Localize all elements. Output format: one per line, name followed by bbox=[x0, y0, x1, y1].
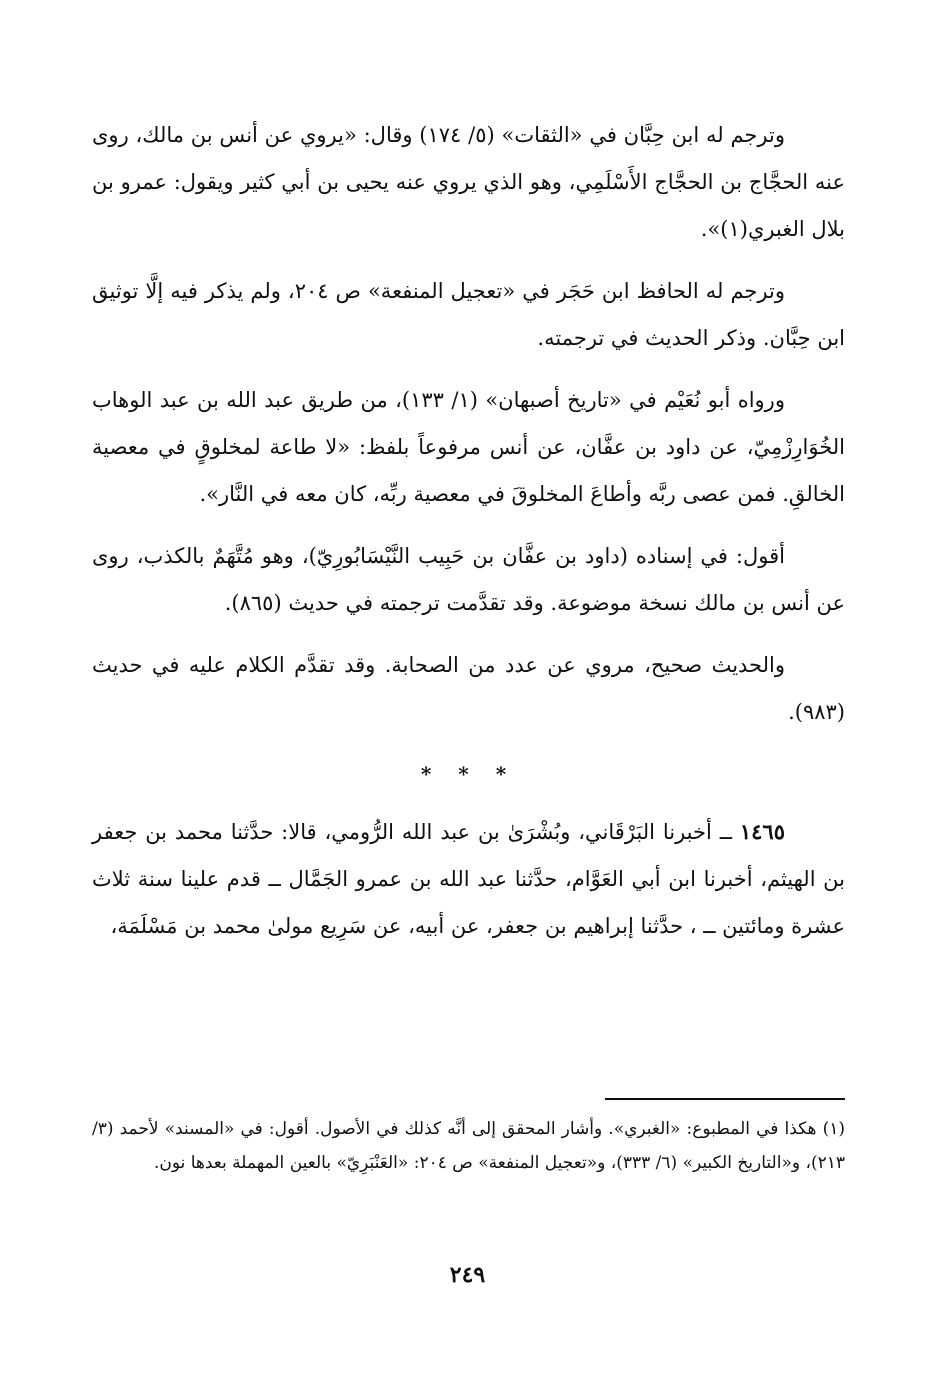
page-number: ٢٤٩ bbox=[449, 1262, 486, 1288]
footnotes bbox=[92, 1112, 845, 1180]
footnote-separator bbox=[605, 1098, 845, 1100]
footnote: (١) هكذا في المطبوع: «الغبري». وأشار المحقق إلى أنَّه كذلك في الأصول. أقول: في «المسند» لأحمد (٣/ ٢١٣)، و«التاريخ الكبير» (٦/ ٣٣٣)، و«تعجيل المنفعة» ص ٢٠٤: «العَنْبَرِيّ» بالعين المهملة بعدها نون. bbox=[92, 1119, 845, 1173]
section-divider: * * * bbox=[420, 762, 517, 786]
hadith-text: ــ أخبرنا البَرْقَاني، وبُشْرَىٰ بن عبد الله الرُّومي، قالا: حدَّثنا محمد بن جعفر بن الهيثم، أخبرنا ابن أبي العَوَّام، حدَّثنا عبد الله بن عمرو الجَمَّال ــ قدم علينا سنة ثلاث عشرة ومائتين ــ ، حدَّثنا إبراهيم بن جعفر، عن أبيه، عن سَرِيع مولىٰ محمد بن مَسْلَمَة، bbox=[92, 820, 845, 938]
paragraph: والحديث صحيح، مروي عن عدد من الصحابة. وقد تقدَّم الكلام عليه في حديث (٩٨٣). bbox=[92, 653, 845, 724]
paragraph: وترجم له الحافظ ابن حَجَر في «تعجيل المنفعة» ص ٢٠٤، ولم يذكر فيه إلَّا توثيق ابن حِبَّان. وذكر الحديث في ترجمته. bbox=[92, 279, 845, 350]
paragraph: أقول: في إسناده (داود بن عفَّان بن حَبِيب النَّيْسَابُورِيّ)، وهو مُتَّهَمٌ بالكذب، روى عن أنس بن مالك نسخة موضوعة. وقد تقدَّمت ترجمته في حديث (٨٦٥). bbox=[92, 544, 845, 615]
main-text bbox=[92, 112, 845, 965]
hadith-number: ١٤٦٥ bbox=[739, 819, 785, 844]
hadith-paragraph bbox=[92, 808, 845, 950]
paragraph: وترجم له ابن حِبَّان في «الثقات» (٥/ ١٧٤) وقال: «يروي عن أنس بن مالك، روى عنه الحجَّاج بن الحجَّاج الأَسْلَمِي، وهو الذي يروي عنه يحيى بن أبي كثير ويقول: عمرو بن بلال الغبري(١)». bbox=[92, 123, 845, 241]
paragraph: ورواه أبو نُعَيْم في «تاريخ أصبهان» (١/ ١٣٣)، من طريق عبد الله بن عبد الوهاب الخُوَارِزْمِيّ، عن داود بن عفَّان، عن أنس مرفوعاً بلفظ: «لا طاعة لمخلوقٍ في معصية الخالقِ. فمن عصى ربَّه وأطاعَ المخلوقَ في معصية ربِّه، كان معه في النَّار». bbox=[92, 388, 845, 506]
